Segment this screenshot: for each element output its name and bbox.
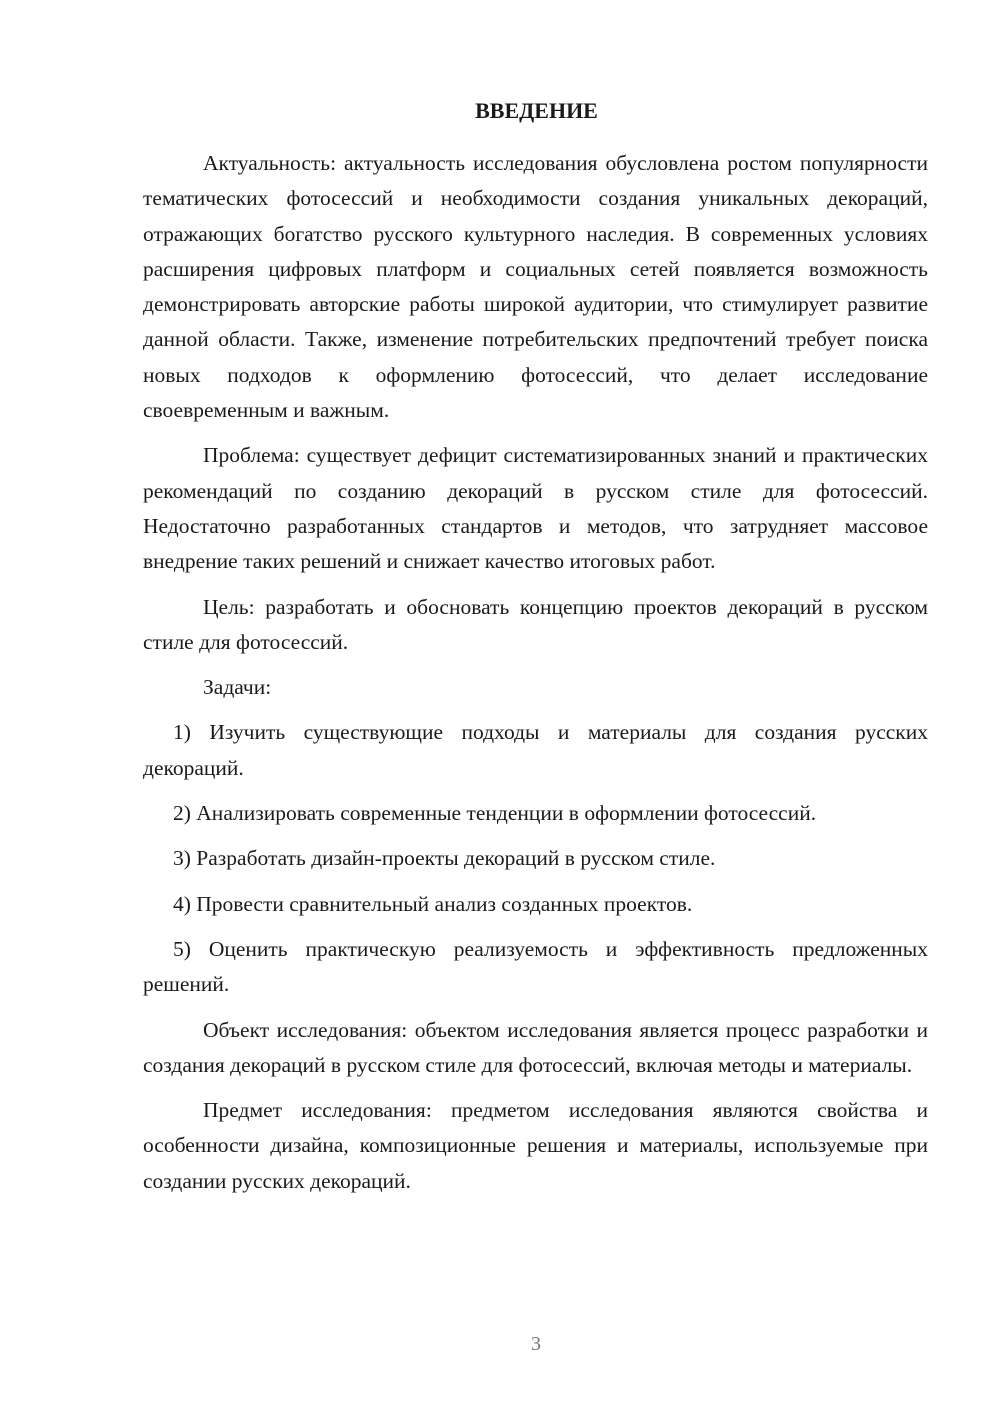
paragraph-goal: Цель: разработать и обосновать концепцию проектов декораций в русском стиле для фотосессий. — [143, 594, 928, 654]
task-item-2: 2) Анализировать современные тенденции в оформлении фотосессий. — [173, 801, 817, 826]
tasks-title: Задачи: — [203, 675, 272, 700]
task-item-1: 1) Изучить существующие подходы и материалы для создания русских декораций. — [143, 720, 928, 780]
paragraph-subject: Предмет исследования: предметом исследования являются свойства и особенности дизайна, композиционные решения и материалы, используемые при создании русских декораций. — [143, 1098, 928, 1193]
section-heading: ВВЕДЕНИЕ — [475, 98, 598, 123]
paragraph-problem: Проблема: существует дефицит систематизированных знаний и практических рекомендаций по созданию декораций в русском стиле для фотосессий. Недостаточно разработанных стандартов и методов, что затрудняет массовое внедрение таких решений и снижает качество итоговых работ. — [143, 443, 928, 574]
task-item-4: 4) Провести сравнительный анализ созданных проектов. — [173, 891, 693, 916]
paragraph-object: Объект исследования: объектом исследования является процесс разработки и создания декораций в русском стиле для фотосессий, включая методы и материалы. — [143, 1017, 928, 1077]
page-number: 3 — [531, 1333, 541, 1355]
task-item-5: 5) Оценить практическую реализуемость и эффективность предложенных решений. — [143, 936, 928, 997]
task-item-3: 3) Разработать дизайн-проекты декораций в русском стиле. — [173, 846, 716, 871]
page-content — [143, 96, 928, 1209]
paragraph-relevance: Актуальность: актуальность исследования обусловлена ростом популярности тематических фотосессий и необходимости создания уникальных декораций, отражающих богатство русского культурного наследия. В современных условиях расширения цифровых платформ и социальных сетей появляется возможность демонстрировать авторские работы широкой аудитории, что стимулирует развитие данной области. Также, изменение потребительских предпочтений требует поиска новых подходов к оформлению фотосессий, что делает исследование своевременным и важным. — [143, 151, 928, 423]
